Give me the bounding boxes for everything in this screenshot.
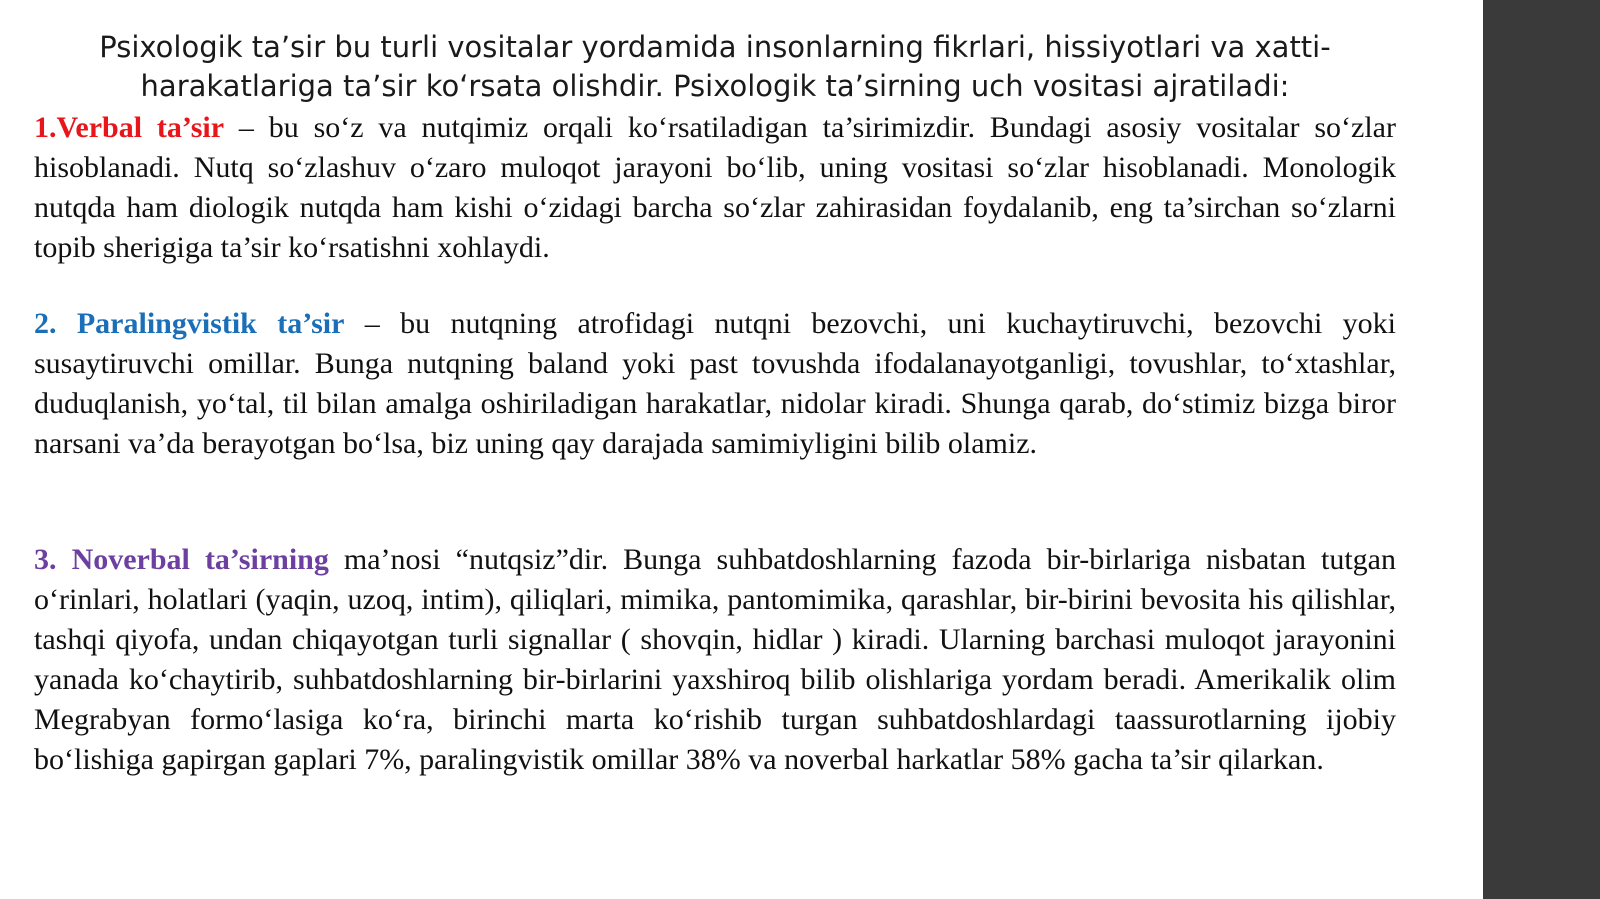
section-noverbal	[34, 540, 1396, 780]
intro-text: Psixologik ta’sir bu turli vositalar yordamida insonlarning fikrlari, hissiyotlari va xatti-harakatlariga ta’sir ko‘rsata olishdir. Psixologik ta’sirning uch vositasi ajratiladi:	[99, 30, 1331, 103]
section-verbal-text: – bu so‘z va nutqimiz orqali ko‘rsatiladigan ta’sirimizdir. Bundagi asosiy vositalar so‘zlar hisoblanadi. Nutq so‘zlashuv o‘zaro muloqot jarayoni bo‘lib, uning vositasi so‘zlar hisoblanadi. Monologik nutqda ham diologik nutqda ham kishi o‘zidagi barcha so‘zlar zahirasidan foydalanib, eng ta’sirchan so‘zlarni topib sherigiga ta’sir ko‘rsatishni xohlaydi.	[34, 111, 1396, 264]
section-verbal-term: 1.Verbal ta’sir	[34, 111, 225, 144]
section-noverbal-term: 3. Noverbal ta’sirning	[34, 543, 329, 576]
section-paralingvistik	[34, 304, 1396, 464]
section-paralingvistik-text: – bu nutqning atrofidagi nutqni bezovchi, uni kuchaytiruvchi, bezovchi yoki susaytiruvchi omillar. Bunga nutqning baland yoki past tovushda ifodalanayotganligi, tovushlar, to‘xtashlar, duduqlanish, yo‘tal, til bilan amalga oshiriladigan harakatlar, nidolar kiradi. Shunga qarab, do‘stimiz bizga biror narsani va’da berayotgan bo‘lsa, biz uning qay darajada samimiyligini bilib olamiz.	[34, 307, 1396, 460]
section-paralingvistik-term: 2. Paralingvistik ta’sir	[34, 307, 345, 340]
section-verbal	[34, 108, 1396, 268]
section-noverbal-text: ma’nosi “nutqsiz”dir. Bunga suhbatdoshlarning fazoda bir-birlariga nisbatan tutgan o‘rinlari, holatlari (yaqin, uzoq, intim), qiliqlari, mimika, pantomimika, qarashlar, bir-birini bevosita his qilishlar, tashqi qiyofa, undan chiqayotgan turli signallar ( shovqin, hidlar ) kiradi. Ularning barchasi muloqot jarayonini yanada ko‘chaytirib, suhbatdoshlarning bir-birlarini yaxshiroq bilib olishlariga yordam beradi. Amerikalik olim Megrabyan formo‘lasiga ko‘ra, birinchi marta ko‘rishib turgan suhbatdoshlardagi taassurotlarning ijobiy bo‘lishiga gapirgan gaplari 7%, paralingvistik omillar 38% va noverbal harkatlar 58% gacha ta’sir qilarkan.	[34, 543, 1396, 776]
side-bar	[1483, 0, 1600, 899]
